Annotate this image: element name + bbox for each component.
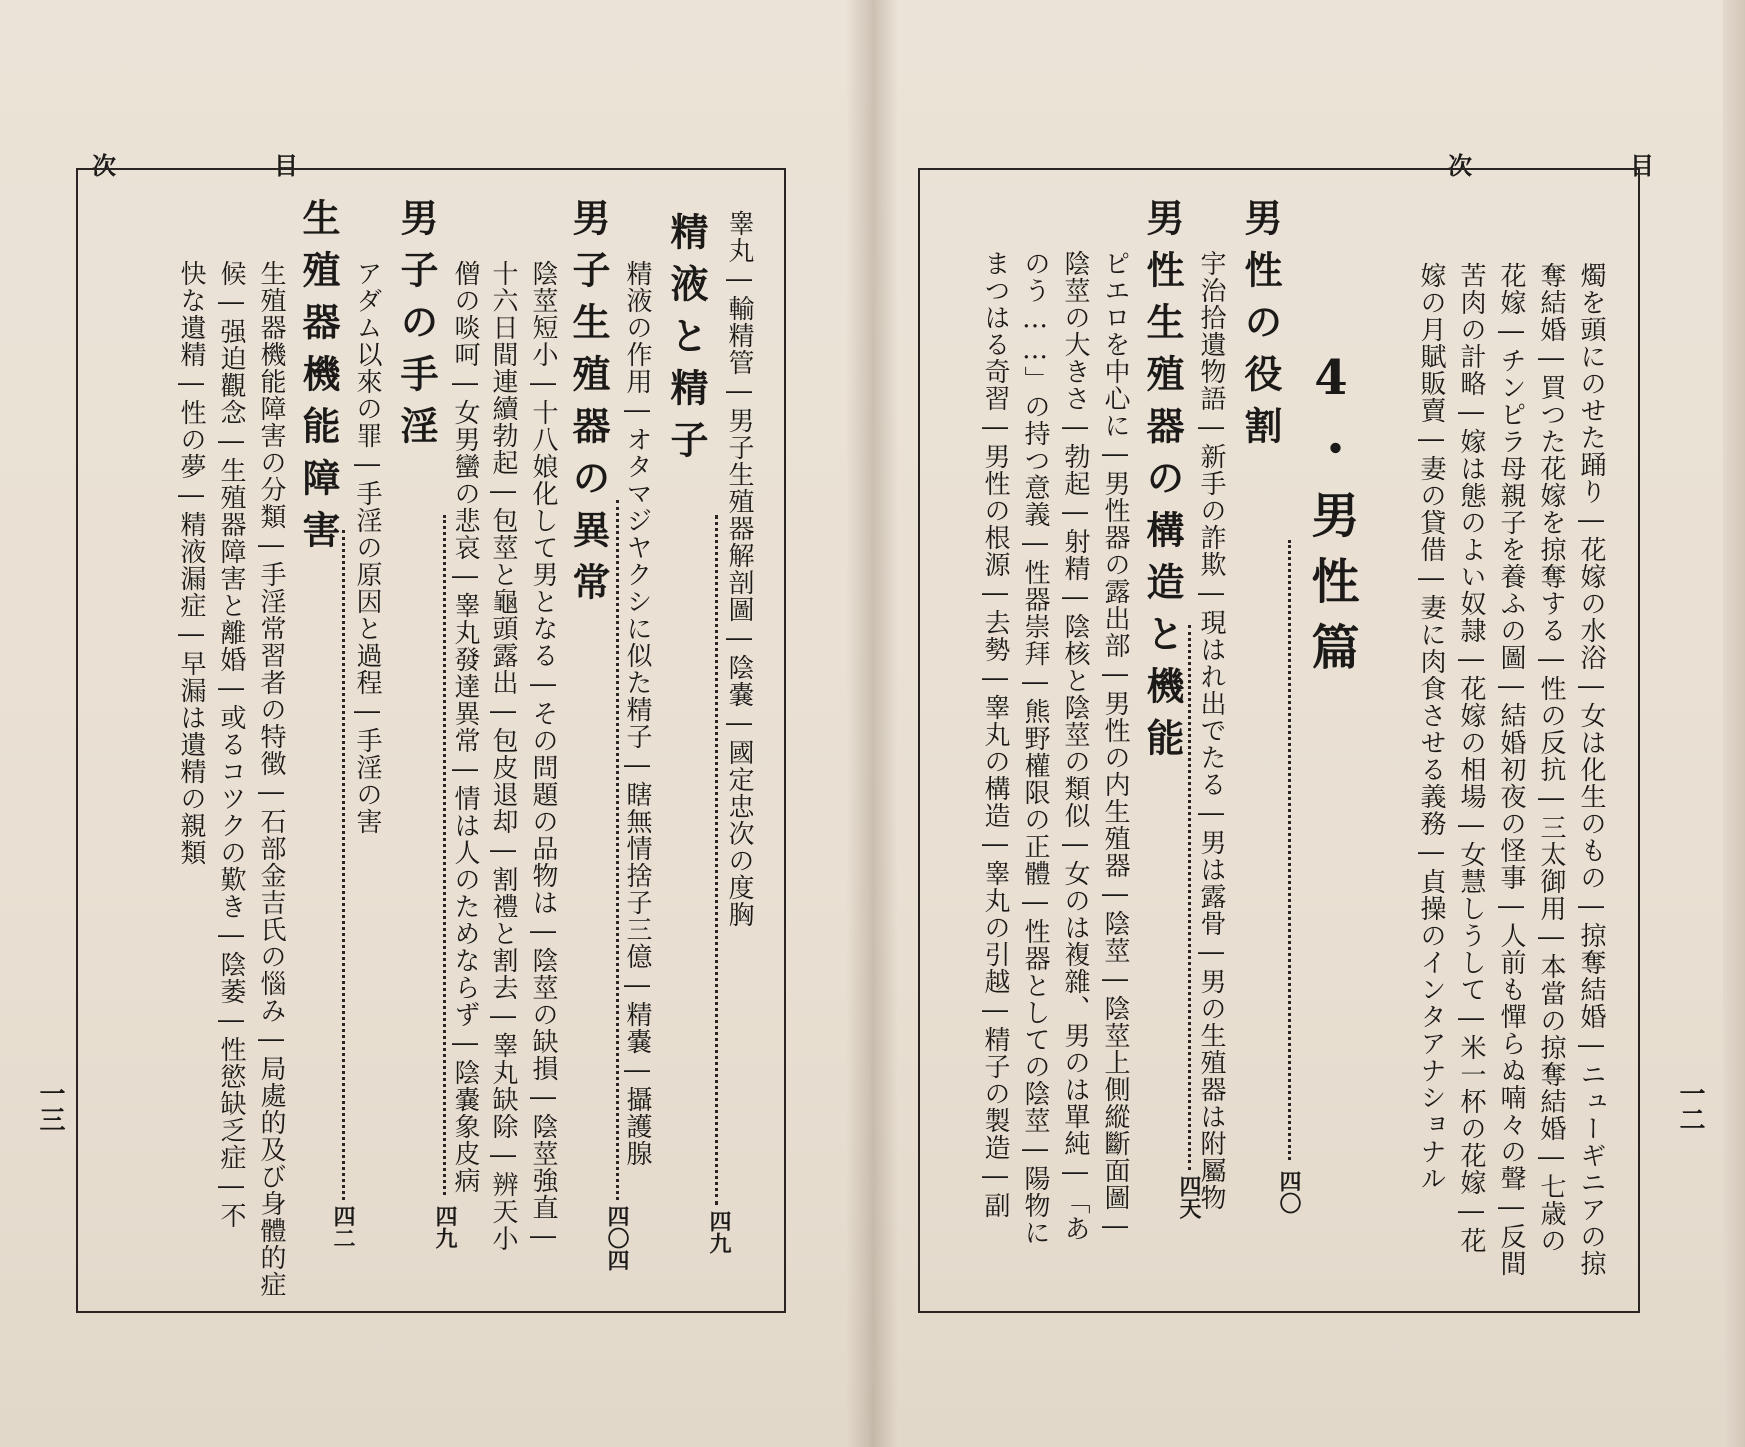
toc-entry: 苦肉の計略―嫁は態のよい奴隷―花嫁の相場―女慧しうして―米一杯の花嫁―花 bbox=[1456, 262, 1486, 1254]
toc-entry: 陰莖の大きさ―勃起―射精―陰核と陰莖の類似―女のは複雜、男のは單純―「あ bbox=[1060, 250, 1090, 1242]
toc-entry: 快な遺精―性の夢―精液漏症―早漏は遺精の親類 bbox=[176, 260, 206, 866]
toc-heading: 男性の役割 bbox=[1238, 198, 1283, 458]
toc-entry: 十六日間連續勃起―包莖と龜頭露出―包皮退却―割禮と割去―睾丸缺除―辨天小 bbox=[488, 260, 518, 1252]
dot-leader bbox=[616, 500, 619, 1200]
toc-frame-left bbox=[76, 168, 786, 1313]
dot-leader bbox=[715, 515, 718, 1205]
folio-left: 一三 bbox=[35, 1080, 65, 1132]
dot-leader bbox=[1188, 625, 1191, 1170]
toc-heading: 精液と精子 bbox=[664, 212, 709, 472]
toc-heading: 男子生殖器の異常 bbox=[566, 198, 611, 614]
toc-entry: 奪結婚―買つた花嫁を掠奪する―性の反抗―三太御用―本當の掠奪結婚―七歳の bbox=[1536, 262, 1566, 1254]
toc-entry: 僧の啖呵―女男蠻の悲哀―睾丸發達異常―情は人のためならず―陰嚢象皮病 bbox=[450, 260, 480, 1194]
toc-entry: 候―强迫觀念―生殖器障害と離婚―或るコツクの歎き―陰萎―性慾缺乏症―不 bbox=[216, 260, 246, 1229]
toc-entry: 嫁の月賦販賣―妻の貸借―妻に肉食させる義務―貞操のインタアナショナル bbox=[1416, 262, 1446, 1192]
toc-entry: 陰莖短小―十八娘化して男となる―その問題の品物は―陰莖の缺損―陰莖強直― bbox=[528, 260, 558, 1252]
toc-heading: 男性生殖器の構造と機能 bbox=[1140, 198, 1185, 770]
toc-entry: まつはる奇習―男性の根源―去勢―睾丸の構造―睾丸の引越―精子の製造―副 bbox=[980, 250, 1010, 1219]
toc-entry: アダム以來の罪―手淫の原因と過程―手淫の害 bbox=[352, 260, 382, 835]
page-number: 四〇四 bbox=[604, 1205, 630, 1271]
toc-heading: 男子の手淫 bbox=[394, 198, 439, 458]
toc-frame-right bbox=[918, 168, 1640, 1313]
toc-entry: のう……」の持つ意義―性器崇拜―熊野權限の正體―性器としての陰莖―陽物に bbox=[1020, 250, 1050, 1246]
page-edge bbox=[1723, 0, 1745, 1447]
page-number: 四九 bbox=[432, 1205, 458, 1249]
page-number: 四九 bbox=[706, 1210, 732, 1254]
section-title: 4・男性篇 bbox=[1303, 350, 1359, 688]
page-number: 四二 bbox=[330, 1205, 356, 1249]
toc-entry: 燭を頭にのせた踊り―花嫁の水浴―女は化生のもの―掠奪結婚―ニューギニアの掠 bbox=[1576, 262, 1606, 1277]
dot-leader bbox=[342, 530, 345, 1200]
toc-entry: 生殖器機能障害の分類―手淫常習者の特徴―石部金吉氏の惱み―局處的及び身體的症 bbox=[256, 260, 286, 1298]
folio-right: 一二 bbox=[1675, 1080, 1705, 1132]
dot-leader bbox=[443, 515, 446, 1195]
toc-entry: 精液の作用―オタマジヤクシに似た精子―瞎無情捨子三億―精嚢―攝護腺 bbox=[622, 260, 652, 1167]
dot-leader bbox=[1288, 540, 1291, 1160]
page-number: 四〇 bbox=[1276, 1170, 1302, 1214]
toc-entry: 睾丸―輸精管―男子生殖器解剖圖―陰嚢―國定忠次の度胸 bbox=[724, 210, 754, 928]
book-gutter bbox=[846, 0, 898, 1447]
page-number: 四天 bbox=[1176, 1175, 1202, 1219]
toc-heading: 生殖器機能障害 bbox=[296, 198, 341, 562]
running-head-left: 次 目 bbox=[92, 151, 300, 180]
toc-entry: 花嫁―チンピラ母親子を養ふの圖―結婚初夜の怪事―人前も憚らぬ喃々の聲―反間 bbox=[1496, 262, 1526, 1277]
toc-entry: 宇治拾遺物語―新手の詐欺―現はれ出でたる―男は露骨―男の生殖器は附屬物 bbox=[1196, 250, 1226, 1211]
toc-entry: ピエロを中心に―男性器の露出部―男性の内生殖器―陰莖―陰莖上側縱斷面圖― bbox=[1100, 250, 1130, 1242]
running-head-right: 次 目 bbox=[1448, 151, 1656, 180]
